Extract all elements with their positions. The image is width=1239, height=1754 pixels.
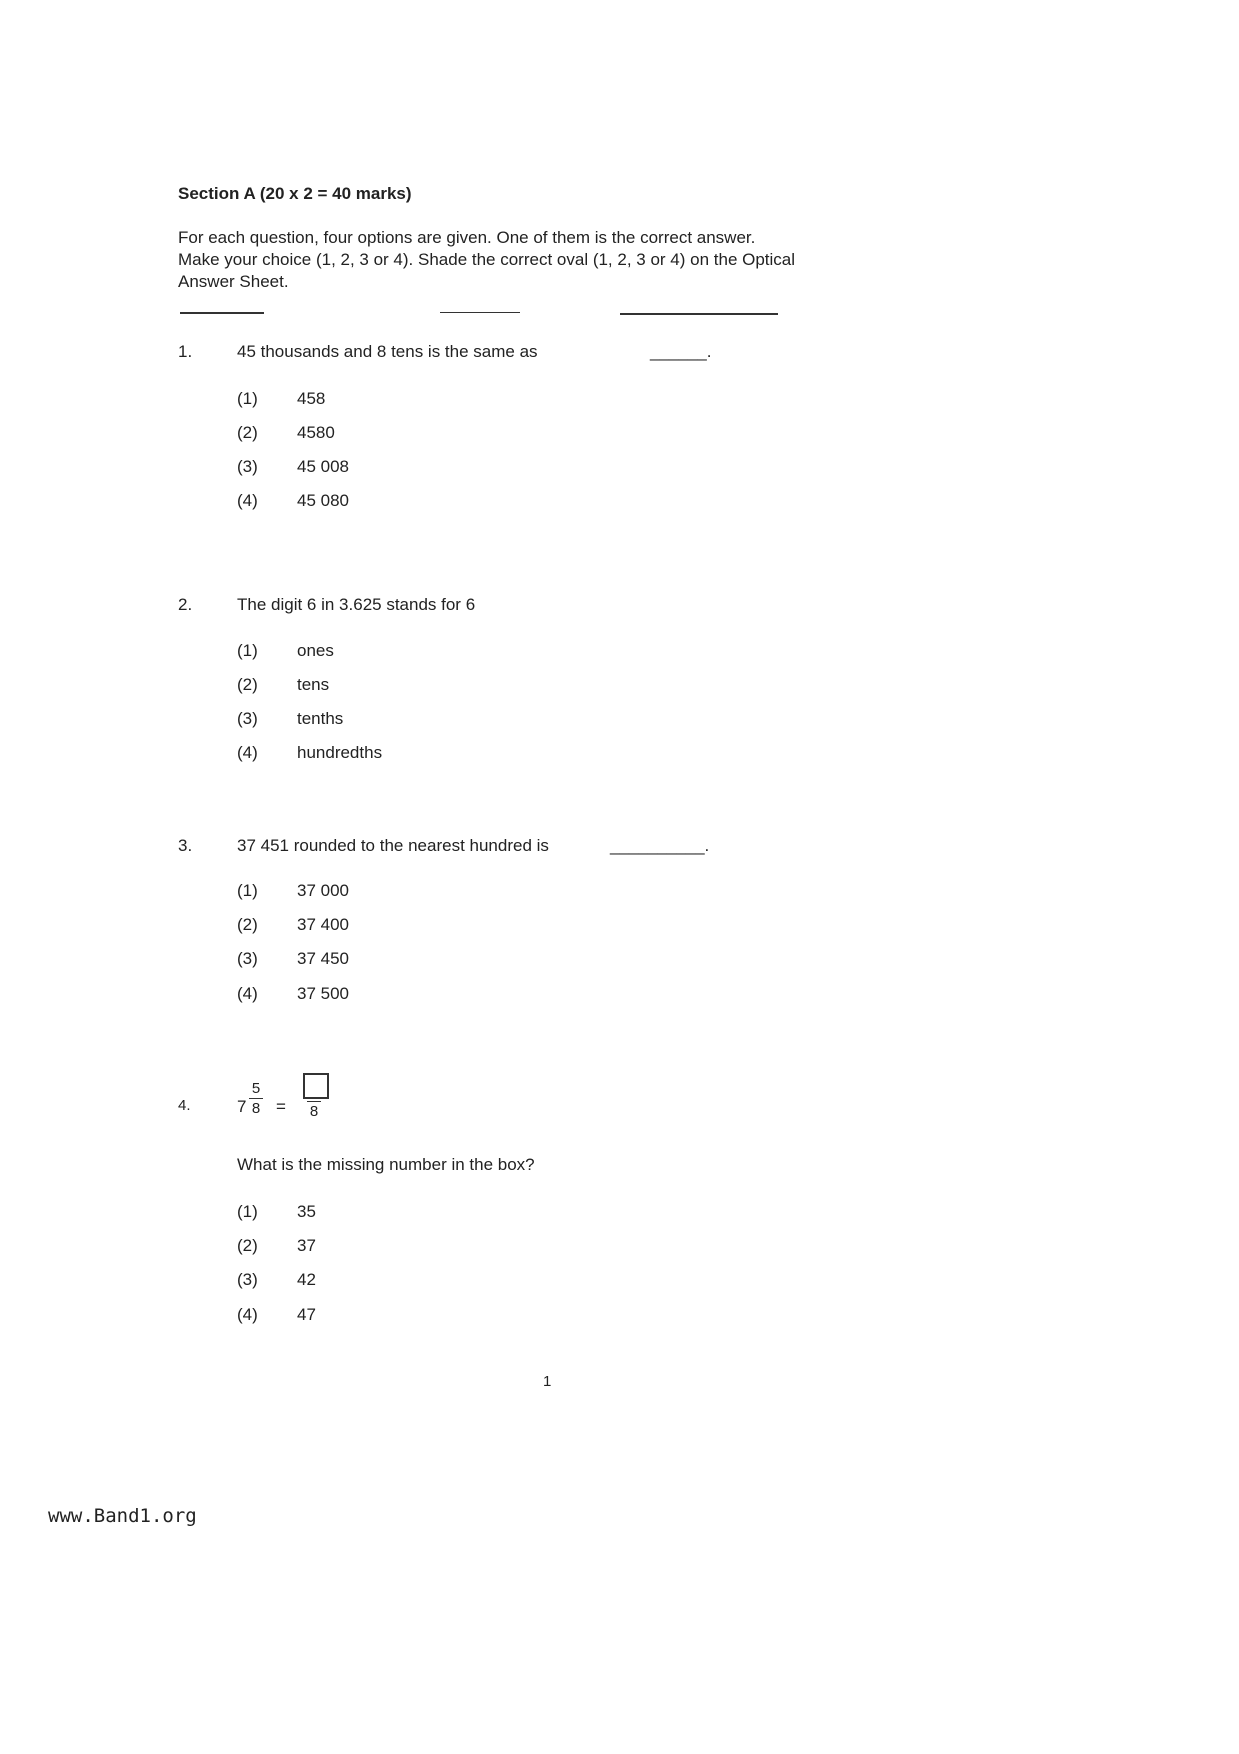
option: (3) 42 xyxy=(237,1270,316,1289)
option: (3) 37 450 xyxy=(237,949,349,968)
fraction xyxy=(249,1080,263,1117)
option: (1) 37 000 xyxy=(237,881,349,900)
option: (1) ones xyxy=(237,641,334,660)
option: (2) 4580 xyxy=(237,423,335,442)
fraction-bar xyxy=(307,1101,321,1102)
question-number: 2. xyxy=(178,595,193,614)
option: (4) hundredths xyxy=(237,743,383,762)
instruction-line: For each question, four options are given. One of them is the correct answer. xyxy=(178,228,756,247)
option: (1) 458 xyxy=(237,389,326,408)
numerator: 5 xyxy=(251,1080,261,1097)
option: (4) 37 500 xyxy=(237,984,349,1003)
question-number: 3. xyxy=(178,836,193,855)
question-stem: The digit 6 in 3.625 stands for 6 xyxy=(237,595,476,614)
equals-sign: = xyxy=(276,1097,286,1116)
footer-watermark: www.Band1.org xyxy=(48,1505,197,1527)
question-stem: 45 thousands and 8 tens is the same as xyxy=(237,342,538,361)
option: (1) 35 xyxy=(237,1202,316,1221)
answer-blank: __________. xyxy=(610,836,710,855)
whole-number: 7 xyxy=(237,1097,247,1116)
divider xyxy=(440,312,520,313)
section-title: Section A (20 x 2 = 40 marks) xyxy=(178,184,412,203)
question-stem: What is the missing number in the box? xyxy=(237,1155,535,1174)
fraction-denominator xyxy=(307,1100,321,1120)
option: (3) tenths xyxy=(237,709,344,728)
instruction-line: Answer Sheet. xyxy=(178,272,289,291)
option: (2) 37 400 xyxy=(237,915,349,934)
question-number: 4. xyxy=(178,1097,191,1114)
answer-blank: ______. xyxy=(650,342,712,361)
question-stem: 37 451 rounded to the nearest hundred is xyxy=(237,836,549,855)
divider xyxy=(180,312,264,314)
option: (4) 45 080 xyxy=(237,491,349,510)
denominator: 8 xyxy=(251,1100,261,1117)
missing-number-box xyxy=(303,1073,329,1099)
question-number: 1. xyxy=(178,342,193,361)
option: (2) 37 xyxy=(237,1236,316,1255)
divider xyxy=(620,313,778,315)
option: (3) 45 008 xyxy=(237,457,349,476)
instructions xyxy=(178,227,795,293)
page-number: 1 xyxy=(543,1373,552,1390)
option: (4) 47 xyxy=(237,1305,316,1324)
instruction-line: Make your choice (1, 2, 3 or 4). Shade the correct oval (1, 2, 3 or 4) on the Optical xyxy=(178,250,796,269)
denominator: 8 xyxy=(309,1103,319,1120)
option: (2) tens xyxy=(237,675,330,694)
fraction-bar xyxy=(249,1098,263,1099)
